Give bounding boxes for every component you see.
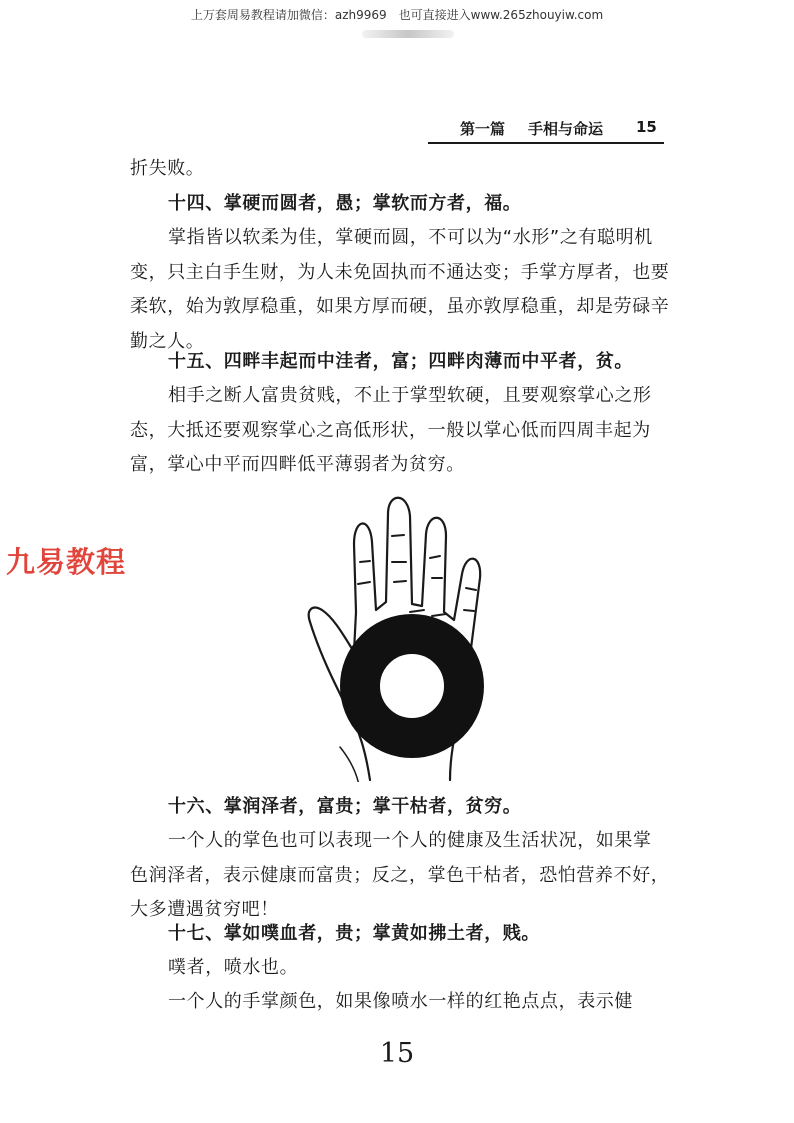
paragraph-sixteen: 一个人的掌色也可以表现一个人的健康及生活状况，如果掌色润泽者，表示健康而富贵；反之，掌色干枯者，恐怕营养不好，大多遭遇贫穷吧！ — [130, 830, 670, 920]
heading-seventeen: 十七、掌如噗血者，贵；掌黄如拂土者，贱。 — [168, 923, 540, 944]
running-head-chapter: 第一篇 — [460, 120, 506, 138]
running-head-page-number: 15 — [636, 118, 657, 136]
side-watermark-logo: 九易教程 — [6, 545, 127, 579]
paragraph-fourteen: 掌指皆以软柔为佳，掌硬而圆，不可以为“水形”之有聪明机变，只主白手生财，为人未免固执而不通达变；手掌方厚者，也要柔软，始为敦厚稳重，如果方厚而硬，虽亦敦厚稳重，却是劳碌辛勤之人。 — [130, 227, 670, 352]
heading-fifteen: 十五、四畔丰起而中洼者，富；四畔肉薄而中平者，贫。 — [168, 351, 633, 372]
running-head-section: 手相与命运 — [528, 120, 604, 138]
paragraph-seventeen: 一个人的手掌颜色，如果像喷水一样的红艳点点，表示健 — [168, 991, 633, 1012]
page-number: 15 — [379, 1038, 415, 1069]
top-watermark-text: 上万套周易教程请加微信：azh9969 也可直接进入www.265zhouyiw.com — [190, 8, 604, 22]
scan-smudge — [362, 30, 454, 38]
paragraph-definition: 噗者，喷水也。 — [168, 957, 299, 978]
paragraph-fifteen: 相手之断人富贵贫贱，不止于掌型软硬，且要观察掌心之形态，大抵还要观察掌心之高低形状，一般以掌心低而四周丰起为富，掌心中平而四畔低平薄弱者为贫穷。 — [130, 385, 652, 475]
palm-hand-illustration — [300, 492, 500, 782]
paragraph-continued: 折失败。 — [130, 158, 205, 179]
heading-sixteen: 十六、掌润泽者，富贵；掌干枯者，贫穷。 — [168, 796, 522, 817]
heading-fourteen: 十四、掌硬而圆者，愚；掌软而方者，福。 — [168, 193, 522, 214]
header-rule — [428, 142, 664, 144]
